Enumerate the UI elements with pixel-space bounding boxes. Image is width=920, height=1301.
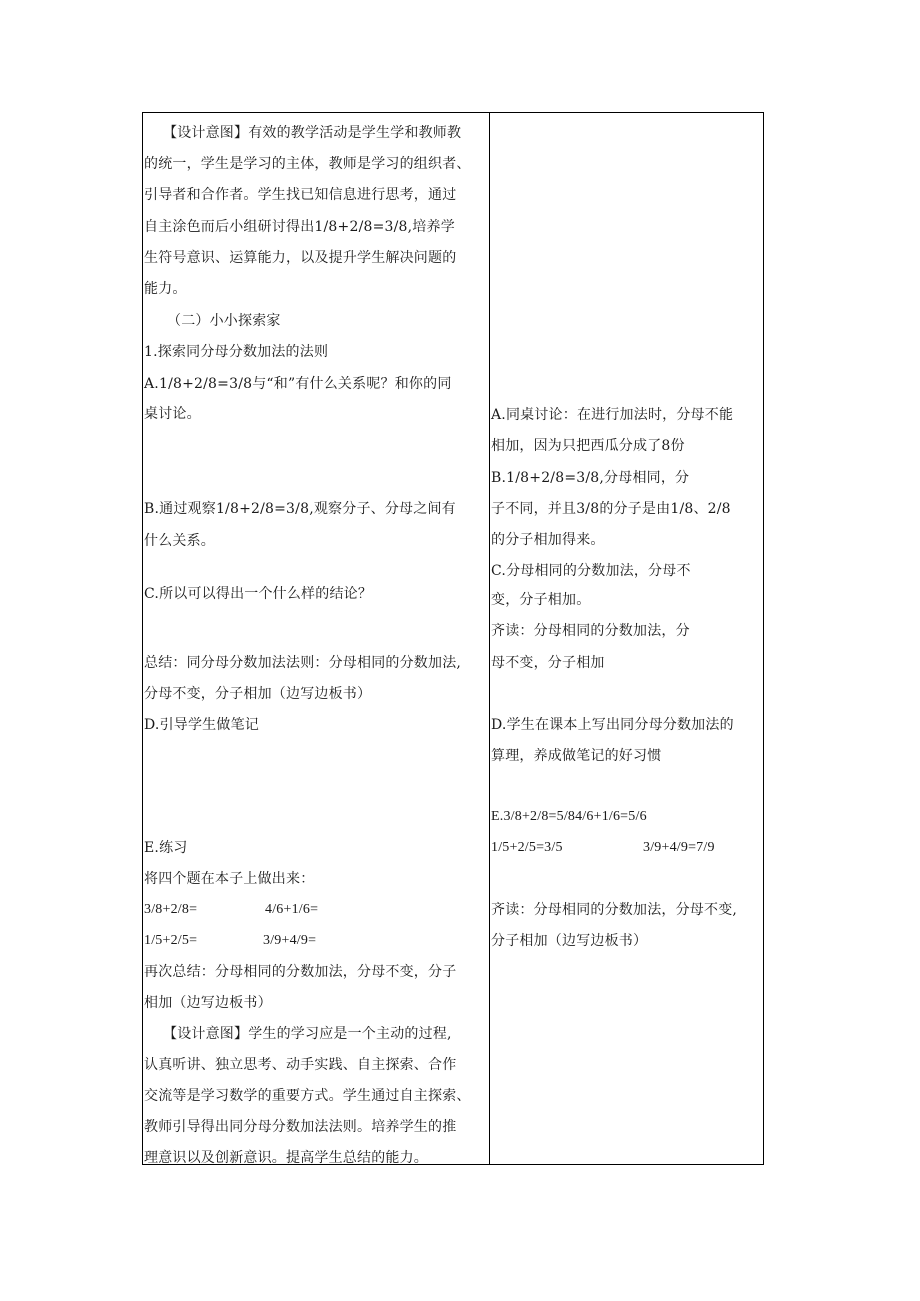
answer-d-line: D.学生在课本上写出同分母分数加法的 <box>491 717 734 733</box>
choral-reading-line: 分子相加（边写边板书） <box>491 933 648 949</box>
answer-a-line: A.同桌讨论：在进行加法时，分母不能 <box>491 407 734 423</box>
choral-reading-line: 母不变，分子相加 <box>491 655 605 671</box>
summary-line: 总结：同分母分数加法法则：分母相同的分数加法, <box>144 655 462 671</box>
answer-b-line: 子不同，并且3/8的分子是由1/8、2/8 <box>491 501 731 517</box>
design-intent-2-line: 理意识以及创新意识。提高学生总结的能力。 <box>144 1150 428 1166</box>
question-a-line: A.1/8+2/8=3/8与“和”有什么关系呢？和你的同 <box>144 376 452 392</box>
design-intent-1-line: 自主涂色而后小组研讨得出1/8+2/8=3/8,培养学 <box>144 219 455 235</box>
answer-e-line: 1/5+2/5=3/5 <box>491 840 563 855</box>
answer-b-line: B.1/8+2/8=3/8,分母相同，分 <box>491 470 690 486</box>
lesson-table <box>142 112 764 1165</box>
exercise-item: 4/6+1/6= <box>265 902 319 917</box>
design-intent-1-line: 【设计意图】有效的教学活动是学生学和教师教 <box>163 125 462 141</box>
question-b-line: 什么关系。 <box>144 533 215 549</box>
design-intent-1-line: 引导者和合作者。学生找已知信息进行思考，通过 <box>144 187 457 203</box>
question-a-line: 桌讨论。 <box>144 406 201 422</box>
answer-d-line: 算理，养成做笔记的好习惯 <box>491 748 662 764</box>
exercise-item: 1/5+2/5= <box>144 933 198 948</box>
design-intent-2-line: 交流等是学习数学的重要方式。学生通过自主探索、 <box>144 1088 471 1104</box>
summary-again-line: 相加（边写边板书） <box>144 995 272 1011</box>
answer-c-line: 变，分子相加。 <box>491 592 591 608</box>
exercise-item: 3/8+2/8= <box>144 902 198 917</box>
step-e: E.练习 <box>144 840 188 856</box>
summary-again-line: 再次总结：分母相同的分数加法，分母不变，分子 <box>144 964 457 980</box>
design-intent-2-line: 【设计意图】学生的学习应是一个主动的过程, <box>163 1026 452 1042</box>
answer-e-line: E.3/8+2/8=5/84/6+1/6=5/6 <box>491 809 647 824</box>
design-intent-1-line: 能力。 <box>144 281 187 297</box>
question-b-line: B.通过观察1/8+2/8=3/8,观察分子、分母之间有 <box>144 501 456 517</box>
choral-reading-line: 齐读：分母相同的分数加法，分 <box>491 623 690 639</box>
answer-b-line: 的分子相加得来。 <box>491 532 605 548</box>
section-heading: （二）小小探索家 <box>167 313 281 329</box>
exercise-intro: 将四个题在本子上做出来： <box>144 871 315 887</box>
design-intent-1-line: 生符号意识、运算能力，以及提升学生解决问题的 <box>144 250 457 266</box>
answer-e-line: 3/9+4/9=7/9 <box>643 840 715 855</box>
step-d: D.引导学生做笔记 <box>144 717 259 733</box>
answer-a-line: 相加，因为只把西瓜分成了8份 <box>491 438 685 454</box>
design-intent-2-line: 教师引导得出同分母分数加法法则。培养学生的推 <box>144 1119 457 1135</box>
design-intent-1-line: 的统一，学生是学习的主体，教师是学习的组织者、 <box>144 156 471 172</box>
design-intent-2-line: 认真听讲、独立思考、动手实践、自主探索、合作 <box>144 1057 457 1073</box>
exercise-item: 3/9+4/9= <box>263 933 317 948</box>
choral-reading-line: 齐读：分母相同的分数加法，分母不变, <box>491 902 738 918</box>
answer-c-line: C.分母相同的分数加法，分母不 <box>491 563 691 579</box>
column-divider <box>489 113 490 1164</box>
item-heading: 1.探索同分母分数加法的法则 <box>144 344 329 360</box>
summary-line: 分母不变，分子相加（边写边板书） <box>144 686 372 702</box>
question-c: C.所以可以得出一个什么样的结论？ <box>144 586 373 602</box>
